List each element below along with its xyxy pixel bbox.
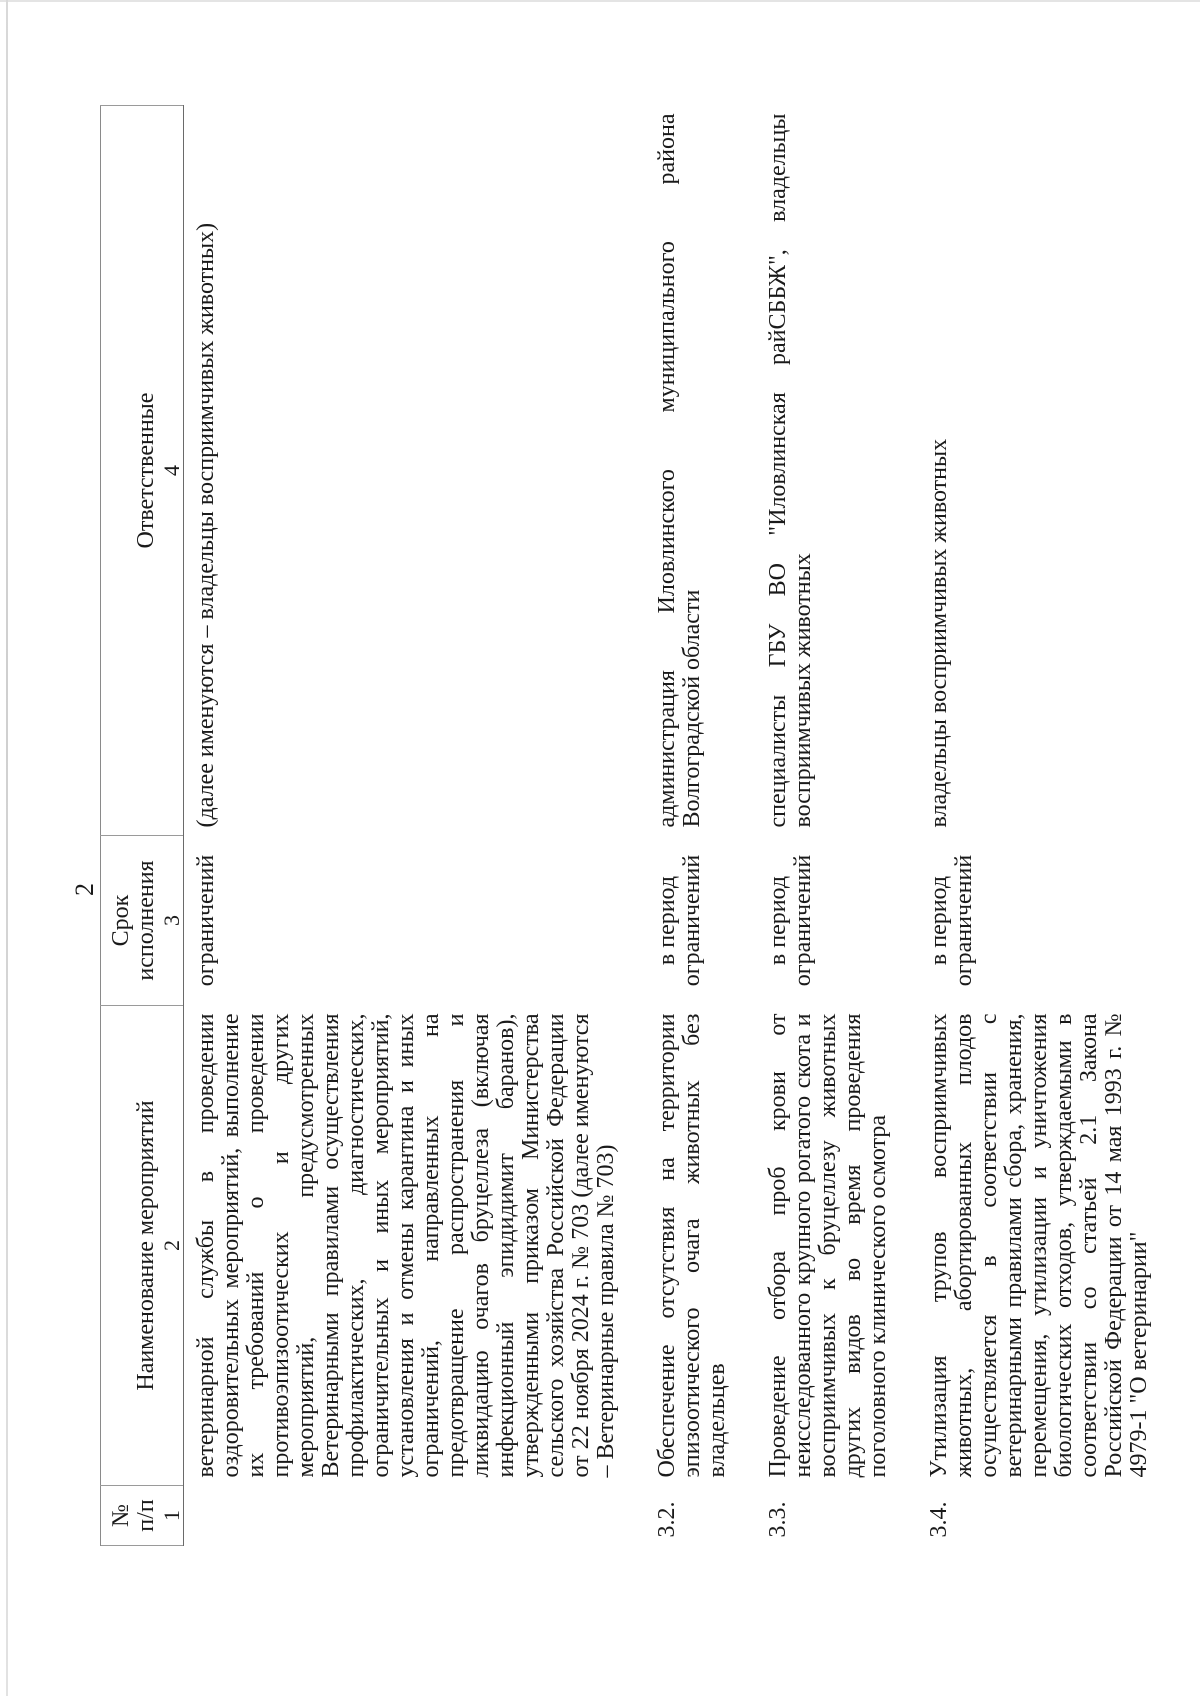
measure-responsible: (далее именуются – владельцы восприимчивых животных) <box>193 222 219 828</box>
column-numbering-row <box>161 106 184 1546</box>
measure-term: в период ограничений <box>926 854 977 987</box>
row-number: 3.2. <box>654 1501 680 1538</box>
page-number: 2 <box>70 883 99 896</box>
row-number: 3.4. <box>926 1501 952 1538</box>
table-row <box>645 106 756 1546</box>
measure-name: ветеринарной службы в проведении оздоровительных мероприятий, выполнение их требований о проведении противоэпизоотических и других мероприятий, предусмотренных Ветеринарными правилами осуществления профилактических, диагностических, ограничительных и иных мероприятий, установления и отмены карантина и иных ограничений, направленных на предотвращение распространения и ликвидацию очагов бруцеллеза (включая инфекционный эпидидимит баранов), утвержденными приказом Министерства сельского хозяйства Российской Федерации от 22 ноября 2024 г. № 703 (далее именуются – Ветеринарные правила № 703) <box>193 1013 619 1478</box>
row-number <box>184 1486 646 1546</box>
measure-responsible: администрация Иловлинского муниципального района Волгоградской области <box>654 113 705 828</box>
measure-term: ограничений <box>193 854 219 987</box>
row-number: 3.3. <box>765 1501 791 1538</box>
column-number: 3 <box>161 836 184 1006</box>
measure-name: Обеспечение отсутствия на территории эпизоотического очага животных без владельцев <box>654 1013 730 1478</box>
header-number: № п/п <box>101 1486 162 1546</box>
measure-name: Утилизация трупов восприимчивых животных, абортированных плодов осуществляется в соответствии с ветеринарными правилами сбора, хранения, перемещения, утилизации и уничтожения биологических отходов, утверждаемыми в соответствии со статьей 2.1 Закона Российской Федерации от 14 мая 1993 г. № 4979-1 "О ветеринарии" <box>926 1013 1152 1478</box>
header-name: Наименование мероприятий <box>101 1006 162 1486</box>
table-row <box>756 106 917 1546</box>
measure-term: в период ограничений <box>765 854 816 987</box>
measure-responsible: владельцы восприимчивых животных <box>926 438 952 828</box>
header-term: Срок исполнения <box>101 836 162 1006</box>
column-number: 1 <box>161 1486 184 1546</box>
table-row <box>917 106 1178 1546</box>
table-row <box>184 106 646 1546</box>
header-responsible: Ответственные <box>101 106 162 836</box>
measure-name: Проведение отбора проб крови от неисследованного крупного рогатого скота и восприимчивых к бруцеллезу животных других видов во время проведения поголовного клинического осмотра <box>765 1013 891 1478</box>
column-number: 2 <box>161 1006 184 1486</box>
measures-table <box>100 105 1178 1546</box>
table-header-row <box>101 106 162 1546</box>
column-number: 4 <box>161 106 184 836</box>
measure-responsible: специалисты ГБУ ВО "Иловлинская райСББЖ", владельцы восприимчивых животных <box>765 113 816 828</box>
measure-term: в период ограничений <box>654 854 705 987</box>
